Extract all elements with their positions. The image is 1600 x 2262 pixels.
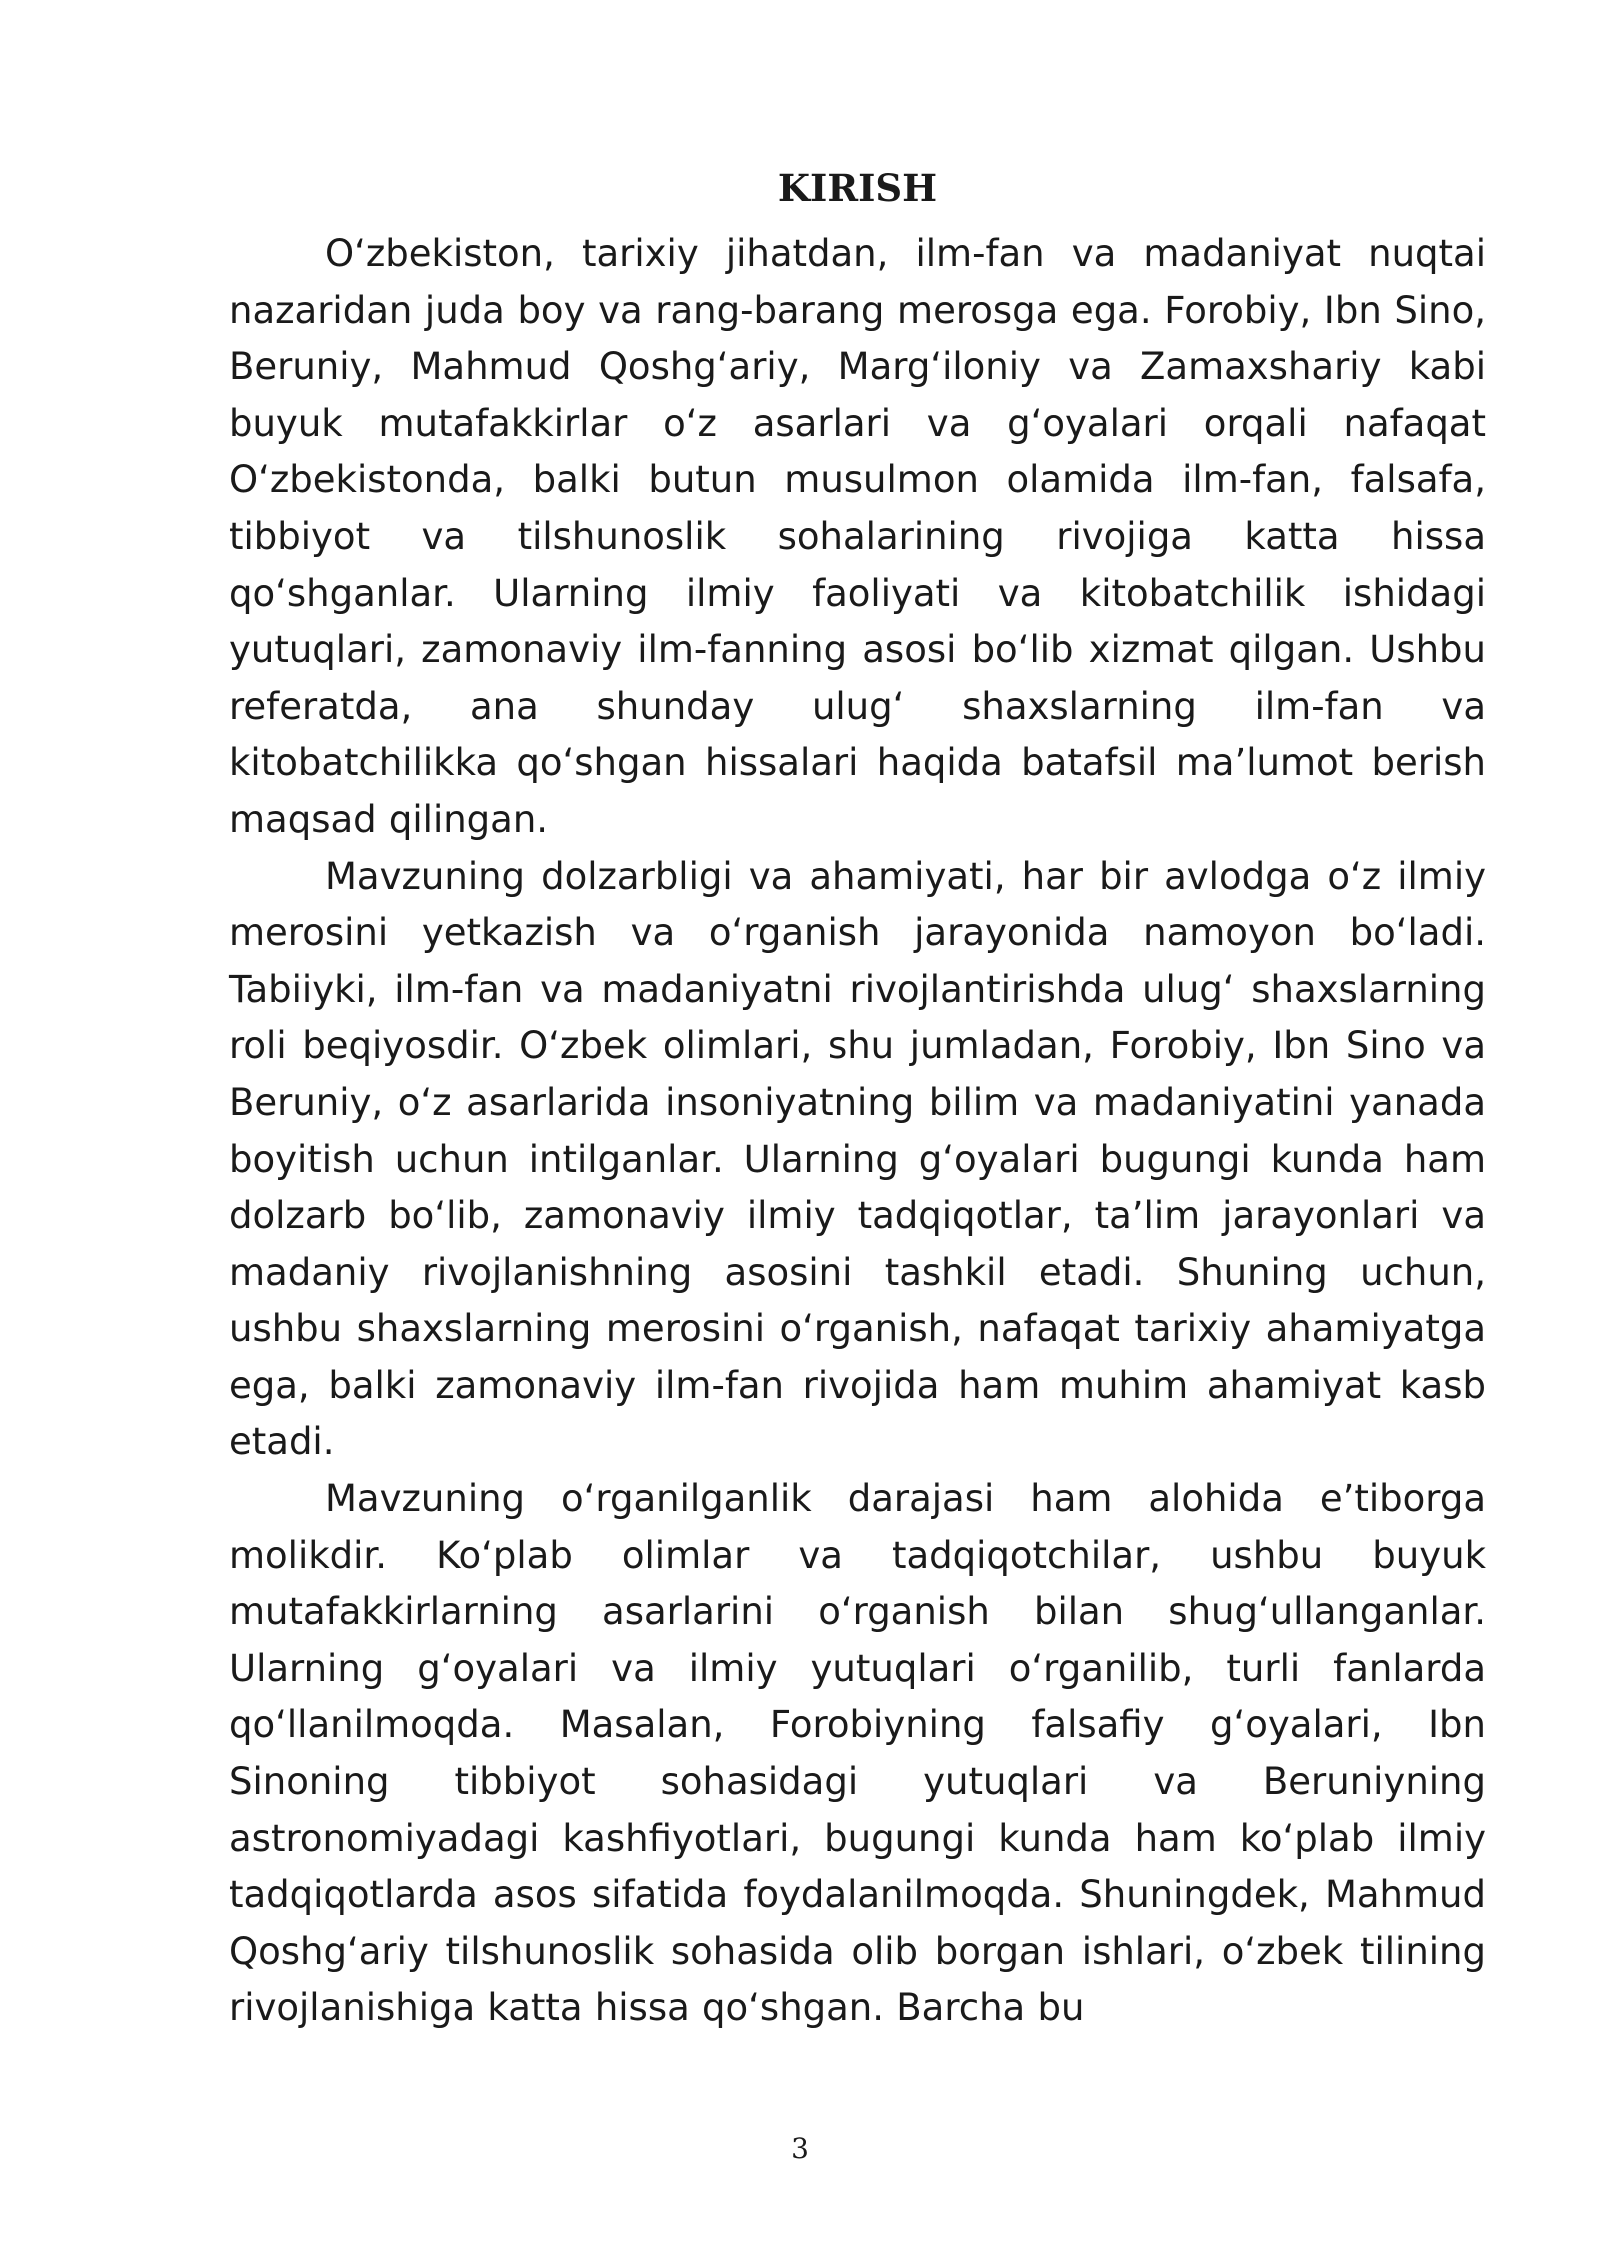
paragraph-study-level: Mavzuning o‘rganilganlik darajasi ham alohida e’tiborga molikdir. Ko‘plab olimlar va tadqiqotchilar, ushbu buyuk mutafakkirlarning asarlarini o‘rganish bilan shug‘ullanganlar. Ularning g‘oyalari va ilmiy yutuqlari o‘rganilib, turli fanlarda qo‘llanilmoqda. Masalan, Forobiyning falsafiy g‘oyalari, Ibn Sinoning tibbiyot sohasidagi yutuqlari va Beruniyning astronomiyadagi kashfiyotlari, bugungi kunda ham ko‘plab ilmiy tadqiqotlarda asos sifatida foydalanilmoqda. Shuningdek, Mahmud Qoshg‘ariy tilshunoslik sohasida olib borgan ishlari, o‘zbek tilining rivojlanishiga katta hissa qo‘shgan. Barcha bu bbox=[229, 1477, 1486, 2030]
page-number: 3 bbox=[791, 2132, 809, 2165]
paragraph-intro: O‘zbekiston, tarixiy jihatdan, ilm-fan va madaniyat nuqtai nazaridan juda boy va rang-barang merosga ega. Forobiy, Ibn Sino, Beruniy, Mahmud Qoshg‘ariy, Marg‘iloniy va Zamaxshariy kabi buyuk mutafakkirlar o‘z asarlari va g‘oyalari orqali nafaqat O‘zbekistonda, balki butun musulmon olamida ilm-fan, falsafa, tibbiyot va tilshunoslik sohalarining rivojiga katta hissa qo‘shganlar. Ularning ilmiy faoliyati va kitobatchilik ishidagi yutuqlari, zamonaviy ilm-fanning asosi bo‘lib xizmat qilgan. Ushbu referatda, ana shunday ulug‘ shaxslarning ilm-fan va kitobatchilikka qo‘shgan hissalari haqida batafsil ma’lumot berish maqsad qilingan. bbox=[229, 232, 1486, 841]
page-content bbox=[229, 160, 1486, 2037]
section-title: KIRISH bbox=[777, 166, 938, 210]
paragraph-relevance: Mavzuning dolzarbligi va ahamiyati, har bir avlodga o‘z ilmiy merosini yetkazish va o‘rganish jarayonida namoyon bo‘ladi. Tabiiyki, ilm-fan va madaniyatni rivojlantirishda ulug‘ shaxslarning roli beqiyosdir. O‘zbek olimlari, shu jumladan, Forobiy, Ibn Sino va Beruniy, o‘z asarlarida insoniyatning bilim va madaniyatini yanada boyitish uchun intilganlar. Ularning g‘oyalari bugungi kunda ham dolzarb bo‘lib, zamonaviy ilmiy tadqiqotlar, ta’lim jarayonlari va madaniy rivojlanishning asosini tashkil etadi. Shuning uchun, ushbu shaxslarning merosini o‘rganish, nafaqat tarixiy ahamiyatga ega, balki zamonaviy ilm-fan rivojida ham muhim ahamiyat kasb etadi. bbox=[229, 854, 1486, 1464]
